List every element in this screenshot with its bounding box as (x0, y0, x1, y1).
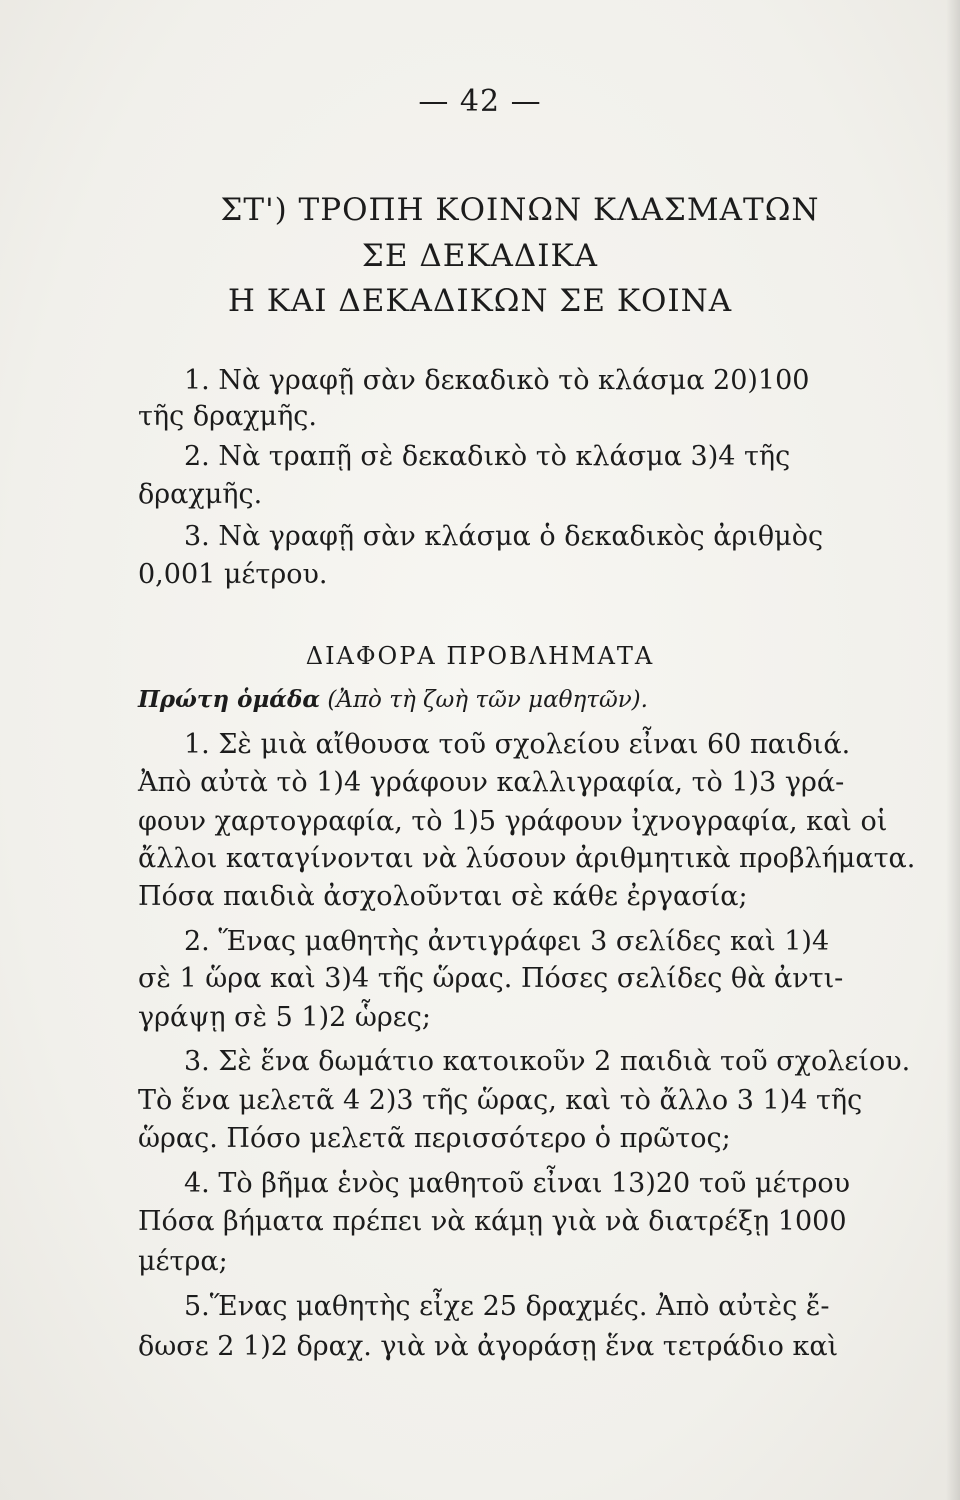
exercise-line: δραχμῆς. (138, 479, 263, 510)
problem-line: 4. Τὸ βῆμα ἑνὸς μαθητοῦ εἶναι 13)20 τοῦ μέτρου (184, 1168, 851, 1199)
group-heading-note: (Ἀπὸ τὴ ζωὴ τῶν μαθητῶν). (327, 687, 648, 713)
page-number: — 42 — (418, 84, 542, 119)
problem-line: 3. Σὲ ἕνα δωμάτιο κατοικοῦν 2 παιδιὰ τοῦ σχολείου. (184, 1046, 911, 1077)
problem-line: ἄλλοι καταγίνονται νὰ λύσουν ἀριθμητικὰ προβλήματα. (138, 843, 916, 874)
problem-line: Πόσα βήματα πρέπει νὰ κάμῃ γιὰ νὰ διατρέξῃ 1000 (138, 1206, 847, 1237)
problem-line: 2. Ἕνας μαθητὴς ἀντιγράφει 3 σελίδες καὶ 1)4 (184, 926, 830, 957)
problem-line: γράψῃ σὲ 5 1)2 ὧρες; (138, 1002, 432, 1033)
section-heading: ΔΙΑΦΟΡΑ ΠΡΟΒΛΗΜΑΤΑ (305, 642, 655, 670)
chapter-title-line-3: Η ΚΑΙ ΔΕΚΑΔΙΚΩΝ ΣΕ ΚΟΙΝΑ (227, 283, 733, 319)
exercise-line: 1. Νὰ γραφῇ σὰν δεκαδικὸ τὸ κλάσμα 20)100 (184, 365, 810, 396)
exercise-line: 0,001 μέτρου. (138, 559, 328, 590)
problem-line: Τὸ ἕνα μελετᾶ 4 2)3 τῆς ὥρας, καὶ τὸ ἄλλο 3 1)4 τῆς (138, 1085, 863, 1116)
exercise-line: 2. Νὰ τραπῇ σὲ δεκαδικὸ τὸ κλάσμα 3)4 τῆς (184, 441, 791, 472)
problem-line: ὥρας. Πόσο μελετᾶ περισσότερο ὁ πρῶτος; (138, 1123, 731, 1154)
problem-line: Ἀπὸ αὐτὰ τὸ 1)4 γράφουν καλλιγραφία, τὸ 1)3 γρά- (138, 767, 845, 798)
problem-line: σὲ 1 ὥρα καὶ 3)4 τῆς ὥρας. Πόσες σελίδες θὰ ἀντι- (138, 963, 844, 994)
problem-line: μέτρα; (138, 1246, 228, 1277)
exercise-line: τῆς δραχμῆς. (138, 401, 317, 432)
group-heading (138, 686, 648, 713)
chapter-title-line-1: ΣΤ') ΤΡΟΠΗ ΚΟΙΝΩΝ ΚΛΑΣΜΑΤΩΝ (220, 192, 820, 228)
problem-line: Πόσα παιδιὰ ἀσχολοῦνται σὲ κάθε ἐργασία; (138, 881, 748, 912)
problem-line: δωσε 2 1)2 δραχ. γιὰ νὰ ἀγοράσῃ ἕνα τετράδιο καὶ (138, 1331, 839, 1362)
problem-line: 1. Σὲ μιὰ αἴθουσα τοῦ σχολείου εἶναι 60 παιδιά. (184, 729, 851, 760)
group-heading-label: Πρώτη ὁμάδα (138, 686, 321, 713)
problem-line: 5.Ἕνας μαθητὴς εἶχε 25 δραχμές. Ἀπὸ αὐτὲς ἔ- (184, 1291, 830, 1322)
problem-line: φουν χαρτογραφία, τὸ 1)5 γράφουν ἰχνογραφία, καὶ οἱ (138, 806, 888, 837)
chapter-title-line-2: ΣΕ ΔΕΚΑΔΙΚΑ (361, 238, 599, 274)
exercise-line: 3. Νὰ γραφῇ σὰν κλάσμα ὁ δεκαδικὸς ἀριθμὸς (184, 521, 824, 552)
